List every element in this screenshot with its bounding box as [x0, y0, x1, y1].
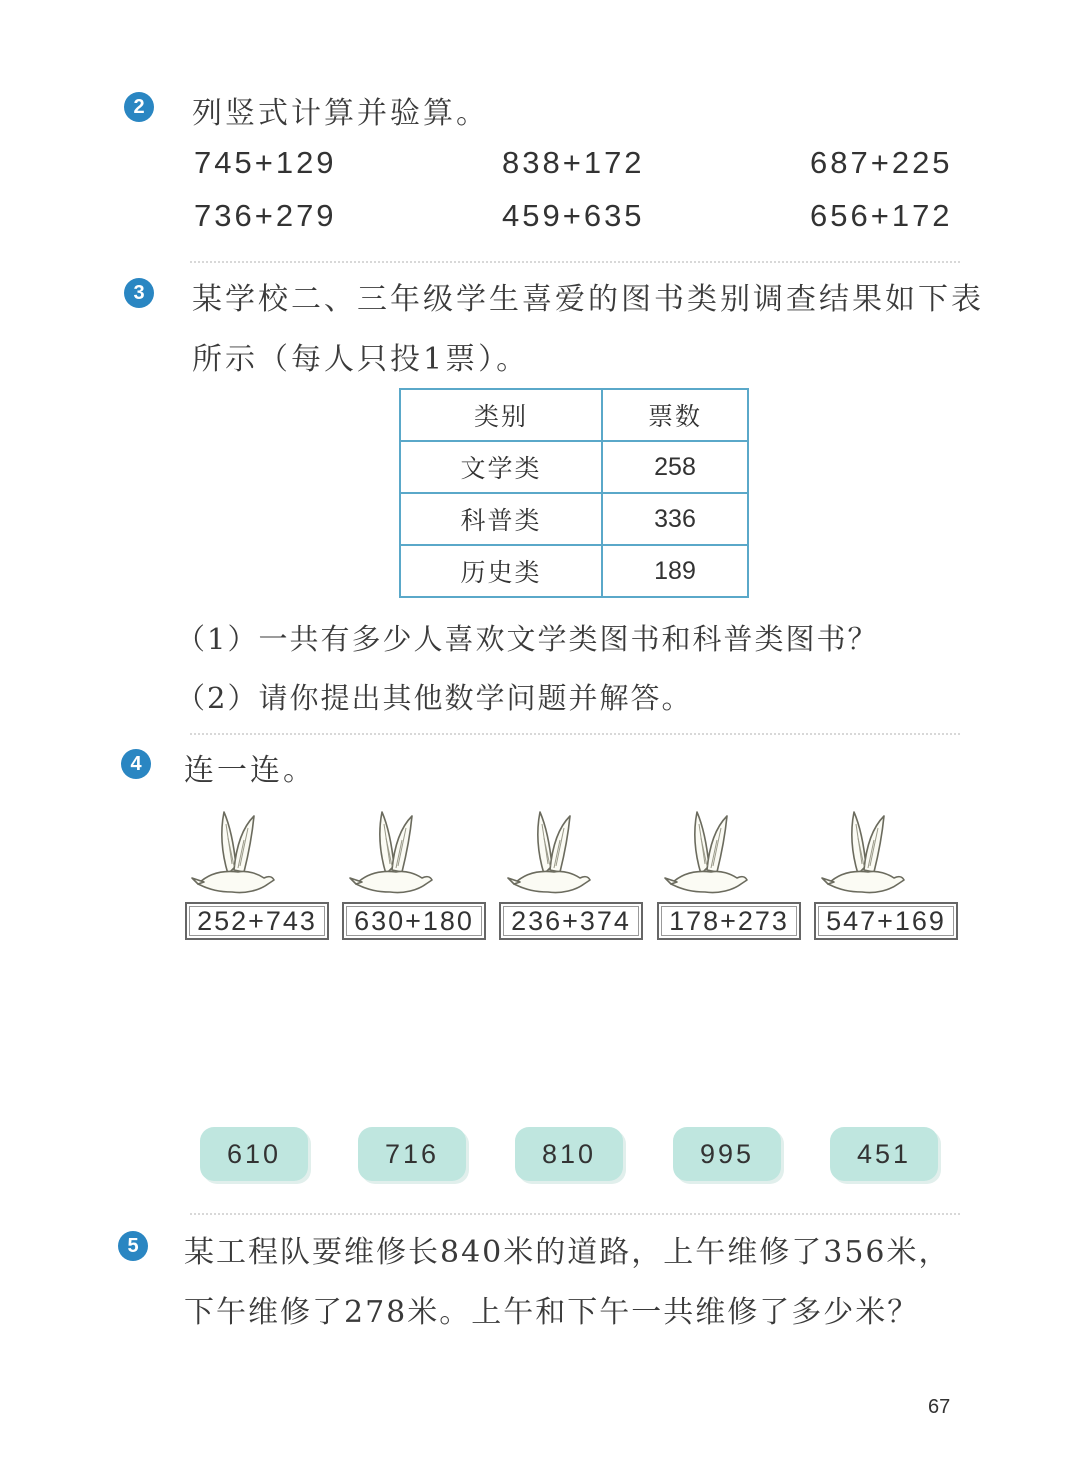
matching-question-box[interactable]: 547+169: [814, 902, 958, 940]
matching-answer-oval[interactable]: 610: [200, 1127, 308, 1181]
table-cell-category: 文学类: [400, 441, 602, 493]
dove-icon: [346, 804, 446, 904]
q2-expression: 838+172: [502, 145, 645, 180]
matching-answer-oval[interactable]: 995: [673, 1127, 781, 1181]
table-cell-votes: 189: [602, 545, 748, 597]
matching-answer-oval[interactable]: 451: [830, 1127, 938, 1181]
matching-question-box[interactable]: 236+374: [499, 902, 643, 940]
table-header-row: [400, 389, 748, 441]
table-header-cell: 类别: [400, 389, 602, 441]
matching-answer-oval[interactable]: 716: [358, 1127, 466, 1181]
q3-text-line2: 所示（每人只投1票）。: [192, 342, 530, 377]
section-divider: [190, 261, 960, 263]
dove-icon: [188, 804, 288, 904]
table-cell-votes: 336: [602, 493, 748, 545]
question-number-badge-2: 2: [124, 92, 154, 122]
table-cell-votes: 258: [602, 441, 748, 493]
table-header-cell: 票数: [602, 389, 748, 441]
question-number-badge-4: 4: [121, 749, 151, 779]
table-row: [400, 493, 748, 545]
survey-table: [399, 388, 749, 598]
table-row: [400, 545, 748, 597]
section-divider: [190, 733, 960, 735]
q2-expression: 459+635: [502, 198, 645, 233]
q3-sub-question-2: （2）请你提出其他数学问题并解答。: [176, 681, 693, 715]
q3-text-line1: 某学校二、三年级学生喜爱的图书类别调查结果如下表: [192, 282, 984, 317]
dove-icon: [504, 804, 604, 904]
table-cell-category: 历史类: [400, 545, 602, 597]
q2-expression: 745+129: [194, 145, 337, 180]
q2-expression: 736+279: [194, 198, 337, 233]
dove-icon: [818, 804, 918, 904]
q5-text-line1: 某工程队要维修长840米的道路，上午维修了356米，: [184, 1235, 951, 1270]
matching-question-box[interactable]: 178+273: [657, 902, 801, 940]
q2-instruction: 列竖式计算并验算。: [192, 96, 489, 131]
q2-expression: 687+225: [810, 145, 953, 180]
table-cell-category: 科普类: [400, 493, 602, 545]
q5-text-line2: 下午维修了278米。上午和下午一共维修了多少米？: [184, 1295, 920, 1330]
section-divider: [190, 1213, 960, 1215]
matching-question-box[interactable]: 630+180: [342, 902, 486, 940]
page-number: 67: [928, 1396, 951, 1418]
q4-instruction: 连一连。: [184, 753, 316, 788]
table-row: [400, 441, 748, 493]
q2-expression: 656+172: [810, 198, 953, 233]
dove-icon: [661, 804, 761, 904]
question-number-badge-3: 3: [124, 278, 154, 308]
question-number-badge-5: 5: [118, 1231, 148, 1261]
q3-sub-question-1: （1）一共有多少人喜欢文学类图书和科普类图书？: [176, 622, 879, 656]
matching-question-box[interactable]: 252+743: [185, 902, 329, 940]
matching-answer-oval[interactable]: 810: [515, 1127, 623, 1181]
